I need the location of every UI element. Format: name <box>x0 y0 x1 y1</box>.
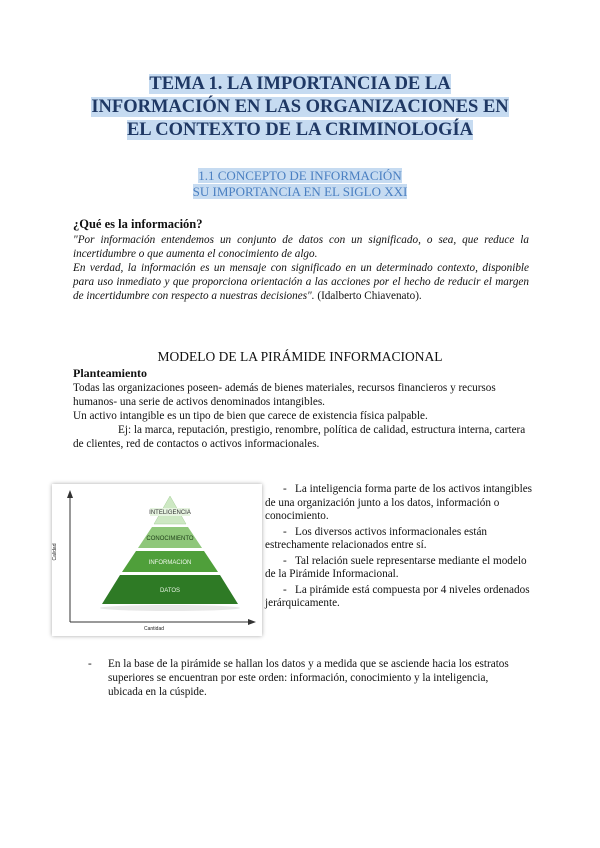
list-item <box>265 555 535 582</box>
subtitle-line-1: 1.1 CONCEPTO DE INFORMACIÓN <box>198 168 402 183</box>
quote-paragraph-2 <box>73 261 529 303</box>
base-pyramid-bullet <box>88 657 522 699</box>
bullet-dash: - <box>283 483 287 495</box>
title-line-3: EL CONTEXTO DE LA CRIMINOLOGÍA <box>126 120 474 140</box>
bullet-text-1: La inteligencia forma parte de los activos intangibles de una organización junto a los datos, información o conocimiento. <box>265 483 533 522</box>
list-item <box>265 526 535 553</box>
body-paragraph-1: Todas las organizaciones poseen- además de bienes materiales, recursos financieros y recursos humanos- una serie de activos denominados intangibles. <box>73 382 496 408</box>
level-label-inteligencia: INTELIGENCIA <box>149 510 191 516</box>
bullet-text-3: Tal relación suele representarse mediante el modelo de la Pirámide Informacional. <box>265 554 527 580</box>
section-heading: MODELO DE LA PIRÁMIDE INFORMACIONAL <box>157 349 443 364</box>
level-label-datos: DATOS <box>159 588 181 594</box>
list-item <box>265 483 535 524</box>
y-axis-arrow-icon <box>67 490 73 498</box>
base-pyramid-text: En la base de la pirámide se hallan los datos y a medida que se asciende hacia los estratos superiores se encuentran por este orden: información, conocimiento y la inteligencia, ubicada en la cúspide. <box>108 658 509 698</box>
planteamiento-heading: Planteamiento <box>73 366 147 380</box>
body-text <box>73 381 533 451</box>
x-axis-arrow-icon <box>248 619 256 625</box>
list-item <box>265 584 535 611</box>
bullet-dash: - <box>283 525 287 538</box>
level-label-informacion: INFORMACION <box>148 560 192 566</box>
bullet-text-2: Los diversos activos informacionales están estrechamente relacionados entre sí. <box>265 525 488 551</box>
title-line-2: INFORMACIÓN EN LAS ORGANIZACIONES EN <box>91 97 509 117</box>
quote-paragraph-1: "Por información entendemos un conjunto de datos con un significado, o sea, que reduce la incertidumbre o que aumenta el conocimiento de algo. <box>73 234 529 260</box>
level-label-conocimiento: CONOCIMIENTO <box>146 536 194 542</box>
pyramid-bullet-list <box>265 483 535 613</box>
bullet-dash: - <box>88 658 92 670</box>
pyramid-shadow <box>100 605 240 611</box>
question-heading: ¿Qué es la información? <box>73 217 203 231</box>
subtitle-line-2: SU IMPORTANCIA EN EL SIGLO XXI <box>192 184 408 199</box>
y-axis-label: Calidad <box>52 543 58 561</box>
section-subtitle <box>80 168 520 200</box>
body-paragraph-3: Ej: la marca, reputación, prestigio, renombre, política de calidad, estructura interna, cartera de clientes, red de contactos o activos informacionales. <box>73 424 526 450</box>
pyramid-diagram <box>52 484 262 636</box>
title-line-1: TEMA 1. LA IMPORTANCIA DE LA <box>149 74 451 94</box>
pyramid-figure <box>52 484 262 636</box>
x-axis-label: Cantidad <box>143 626 165 632</box>
bullet-dash: - <box>283 583 287 596</box>
quote-paragraph-2-text: En verdad, la información es un mensaje con significado en un determinado contexto, disponible para uso inmediato y que proporciona orientación a las acciones por el hecho de reducir el margen de incertidumbre con respecto a nuestras decisiones". <box>73 262 529 302</box>
quote-author: (Idalberto Chiavenato). <box>314 290 422 302</box>
page-title <box>60 73 540 142</box>
body-paragraph-2: Un activo intangible es un tipo de bien que carece de existencia física palpable. <box>73 410 428 422</box>
bullet-text-4: La pirámide está compuesta por 4 niveles ordenados jerárquicamente. <box>265 583 530 609</box>
definition-quote <box>73 233 529 303</box>
bullet-dash: - <box>283 554 287 567</box>
